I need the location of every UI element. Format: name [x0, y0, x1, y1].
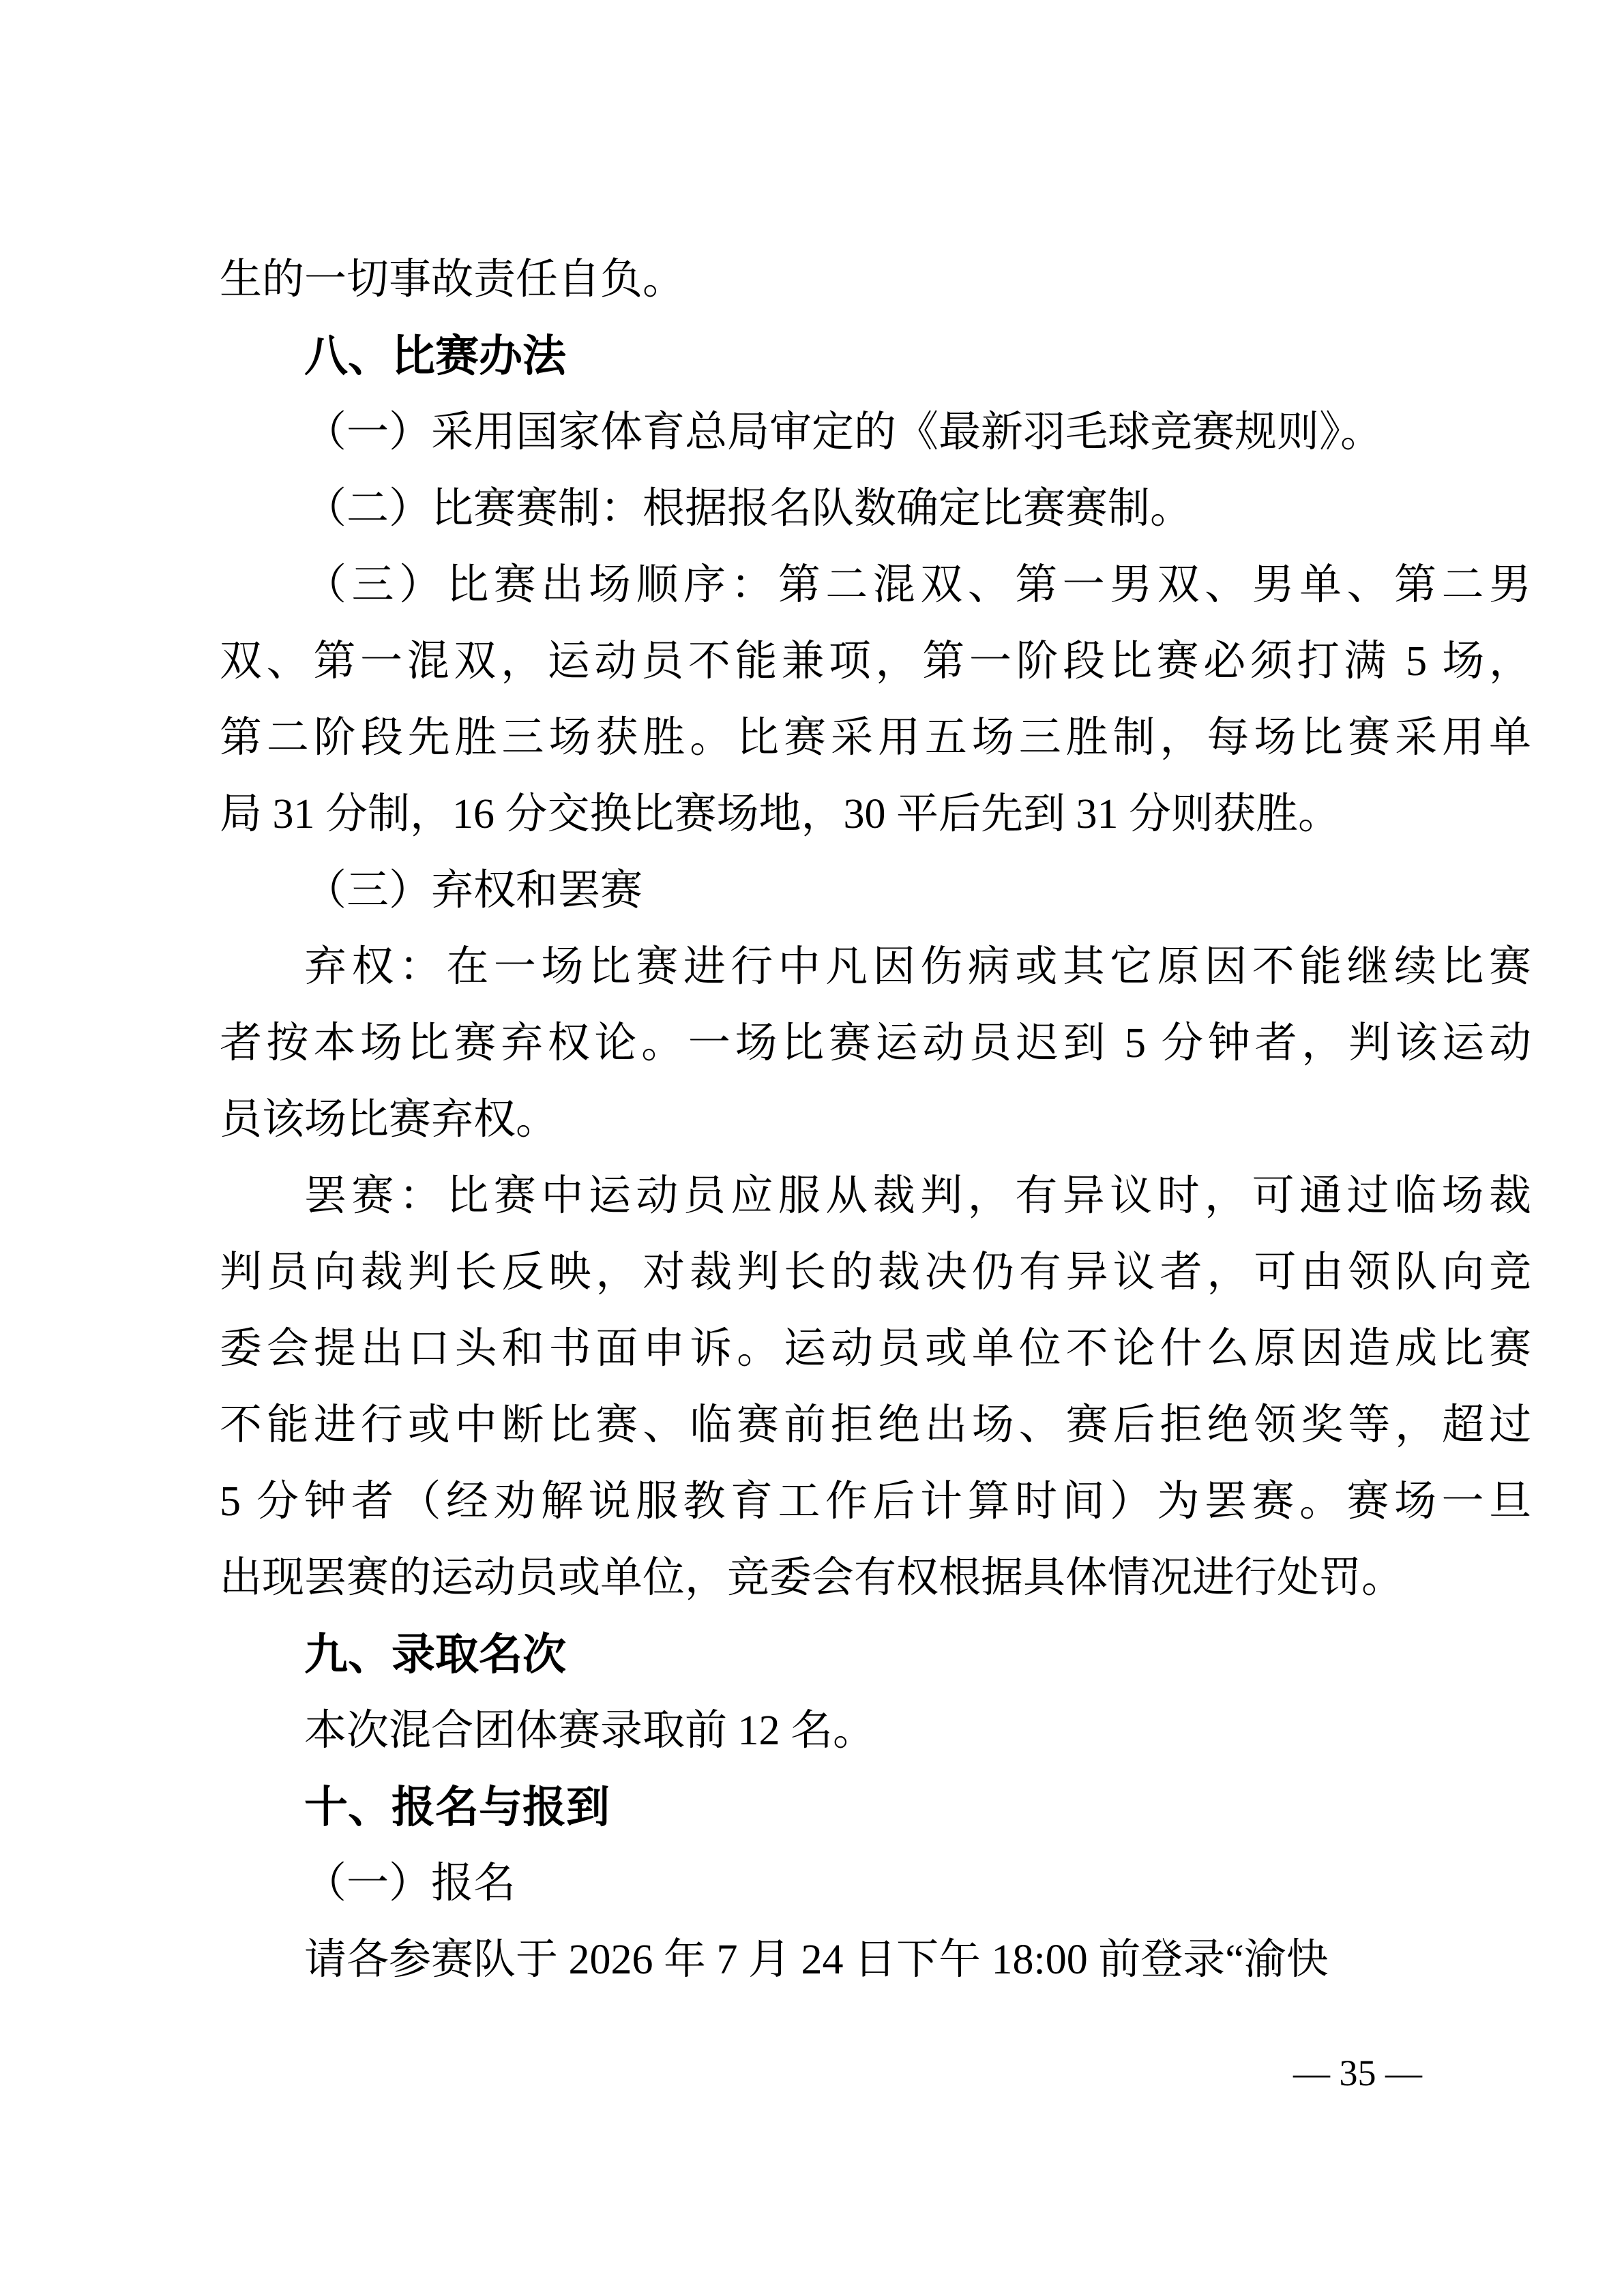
text-line: 本次混合团体赛录取前 12 名。: [304, 1708, 876, 1754]
text-block: [220, 241, 1531, 1998]
text-line: 判员向裁判长反映，对裁判长的裁决仍有异议者，可由领队向竞: [220, 1249, 1531, 1296]
text-line: 者按本场比赛弃权论。一场比赛运动员迟到 5 分钟者，判该运动: [220, 1020, 1531, 1067]
text-line: （三）比赛出场顺序：第二混双、第一男双、男单、第二男: [304, 562, 1531, 608]
text-line: 罢赛：比赛中运动员应服从裁判，有异议时，可通过临场裁: [304, 1173, 1531, 1219]
text-line: 请各参赛队于 2026 年 7 月 24 日下午 18:00 前登录“渝快: [304, 1937, 1329, 1983]
text-line: 第二阶段先胜三场获胜。比赛采用五场三胜制，每场比赛采用单: [220, 715, 1531, 761]
text-line: （一）采用国家体育总局审定的《最新羽毛球竞赛规则》。: [304, 409, 1383, 456]
text-line: 生的一切事故责任自负。: [220, 256, 685, 303]
text-line: 5 分钟者（经劝解说服教育工作后计算时间）为罢赛。赛场一旦: [220, 1478, 1531, 1525]
text-line: （三）弃权和罢赛: [304, 867, 643, 914]
text-line: （一）报名: [304, 1860, 516, 1907]
text-line: 局 31 分制，16 分交换比赛场地，30 平后先到 31 分则获胜。: [220, 791, 1341, 837]
text-line: 双、第一混双，运动员不能兼项，第一阶段比赛必须打满 5 场，: [220, 638, 1531, 685]
section-heading-9: 九、录取名次: [304, 1630, 566, 1679]
text-line: 出现罢赛的运动员或单位，竞委会有权根据具体情况进行处罚。: [220, 1555, 1404, 1601]
text-line: 不能进行或中断比赛、临赛前拒绝出场、赛后拒绝领奖等，超过: [220, 1402, 1531, 1448]
text-line: 员该场比赛弃权。: [220, 1097, 559, 1143]
page-number: — 35 —: [1293, 2053, 1422, 2093]
text-line: 委会提出口头和书面申诉。运动员或单位不论什么原因造成比赛: [220, 1326, 1531, 1372]
section-heading-10: 十、报名与报到: [304, 1783, 610, 1832]
text-line: 弃权：在一场比赛进行中凡因伤病或其它原因不能继续比赛: [304, 944, 1531, 990]
section-heading-8: 八、比赛办法: [304, 331, 566, 381]
text-line: （二）比赛赛制：根据报名队数确定比赛赛制。: [304, 486, 1193, 532]
